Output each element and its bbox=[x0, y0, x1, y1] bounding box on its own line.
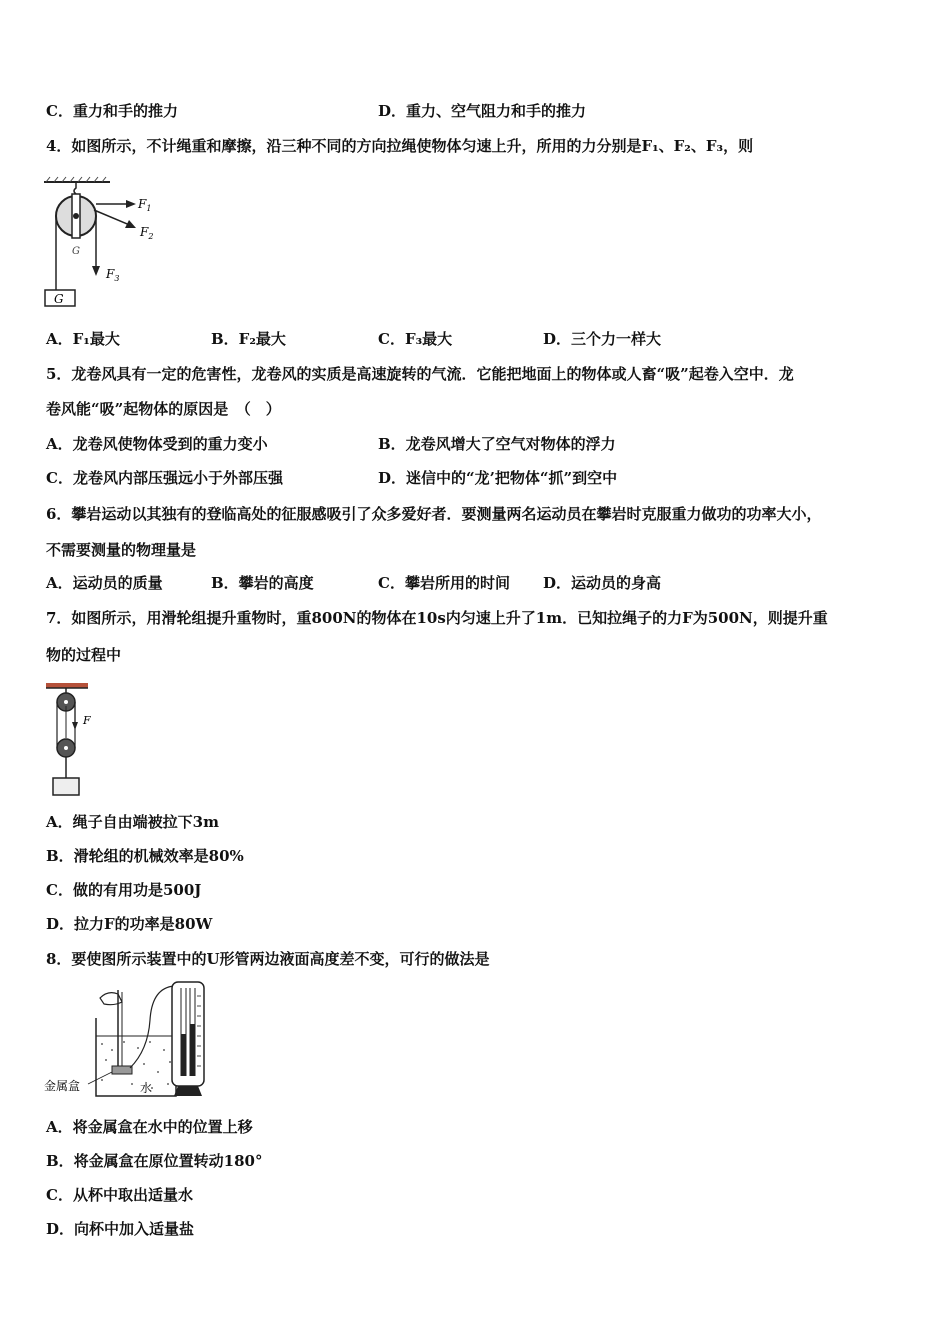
q8-pressure-gauge-figure bbox=[40, 980, 215, 1102]
q3-option-d: D．重力、空气阻力和手的推力 bbox=[378, 102, 587, 120]
q8-option-b: B．将金属盒在原位置转动180° bbox=[46, 1152, 263, 1170]
q8-option-c: C．从杯中取出适量水 bbox=[46, 1186, 193, 1204]
q8-option-d: D．向杯中加入适量盐 bbox=[46, 1220, 195, 1238]
q4-stem: 4．如图所示，不计绳重和摩擦，沿三种不同的方向拉绳使物体匀速上升，所用的力分别是F₁、F₂、F₃，则 bbox=[46, 137, 754, 155]
q7-pulley-block-figure bbox=[40, 680, 110, 798]
q6-option-c: C．攀岩所用的时间 bbox=[378, 574, 510, 592]
beaker bbox=[96, 1018, 176, 1096]
q6-option-d: D．运动员的身高 bbox=[543, 574, 662, 592]
weight-label: G bbox=[54, 292, 64, 306]
metal-box-label: 金属盒 bbox=[44, 1079, 81, 1093]
u-tube-liquid-right bbox=[190, 1024, 195, 1076]
q7-option-c: C．做的有用功是500J bbox=[46, 881, 202, 899]
q5-option-b: B．龙卷风增大了空气对物体的浮力 bbox=[378, 435, 616, 453]
water-label: 水 bbox=[140, 1081, 153, 1095]
q4-option-b: B．F₂最大 bbox=[211, 330, 286, 348]
q5-stem-line1: 5．龙卷风具有一定的危害性，龙卷风的实质是高速旋转的气流．它能把地面上的物体或人畜“吸”起卷入空中．龙 bbox=[46, 365, 794, 383]
u-tube-liquid-left bbox=[181, 1034, 186, 1076]
q5-option-d: D．迷信中的“龙’把物体“抓”到空中 bbox=[378, 469, 618, 487]
q4-pulley-figure bbox=[40, 174, 170, 309]
q8-stem: 8．要使图所示装置中的U形管两边液面高度差不变，可行的做法是 bbox=[46, 950, 490, 968]
pulley-label: G bbox=[72, 246, 80, 257]
svg-text:F3: $F_3$ bbox=[106, 267, 120, 283]
force-arrow-f2 bbox=[94, 210, 132, 226]
svg-text:F1: $F_1$ bbox=[138, 197, 152, 213]
q7-stem-line2: 物的过程中 bbox=[46, 646, 122, 664]
force-label: F bbox=[83, 714, 91, 727]
water bbox=[101, 1041, 171, 1089]
q7-stem-line1: 7．如图所示，用滑轮组提升重物时，重800N的物体在10s内匀速上升了1m．已知拉绳子的力F为500N，则提升重 bbox=[46, 609, 828, 627]
weight-block bbox=[53, 778, 79, 795]
q3-option-c: C．重力和手的推力 bbox=[46, 102, 178, 120]
q7-option-a: A．绳子自由端被拉下3m bbox=[46, 813, 219, 831]
q5-stem-line2: 卷风能“吸”起物体的原因是 （ ） bbox=[46, 400, 281, 418]
metal-box bbox=[112, 1066, 132, 1074]
q7-option-d: D．拉力F的功率是80W bbox=[46, 915, 213, 933]
q5-option-a: A．龙卷风使物体受到的重力变小 bbox=[46, 435, 268, 453]
q6-stem-line1: 6．攀岩运动以其独有的登临高处的征服感吸引了众多爱好者．要测量两名运动员在攀岩时克服重力做功的功率大小， bbox=[46, 505, 822, 523]
q5-option-c: C．龙卷风内部压强远小于外部压强 bbox=[46, 469, 283, 487]
q6-option-a: A．运动员的质量 bbox=[46, 574, 163, 592]
force-arrow bbox=[72, 722, 78, 730]
q4-option-a: A．F₁最大 bbox=[46, 330, 120, 348]
q7-option-b: B．滑轮组的机械效率是80% bbox=[46, 847, 244, 865]
u-tube-stand bbox=[172, 982, 204, 1086]
q6-stem-line2: 不需要测量的物理量是 bbox=[46, 541, 197, 559]
q8-option-a: A．将金属盒在水中的位置上移 bbox=[46, 1118, 253, 1136]
q6-option-b: B．攀岩的高度 bbox=[211, 574, 314, 592]
svg-text:F2: $F_2$ bbox=[140, 225, 154, 241]
q4-option-d: D．三个力一样大 bbox=[543, 330, 662, 348]
q4-option-c: C．F₃最大 bbox=[378, 330, 453, 348]
